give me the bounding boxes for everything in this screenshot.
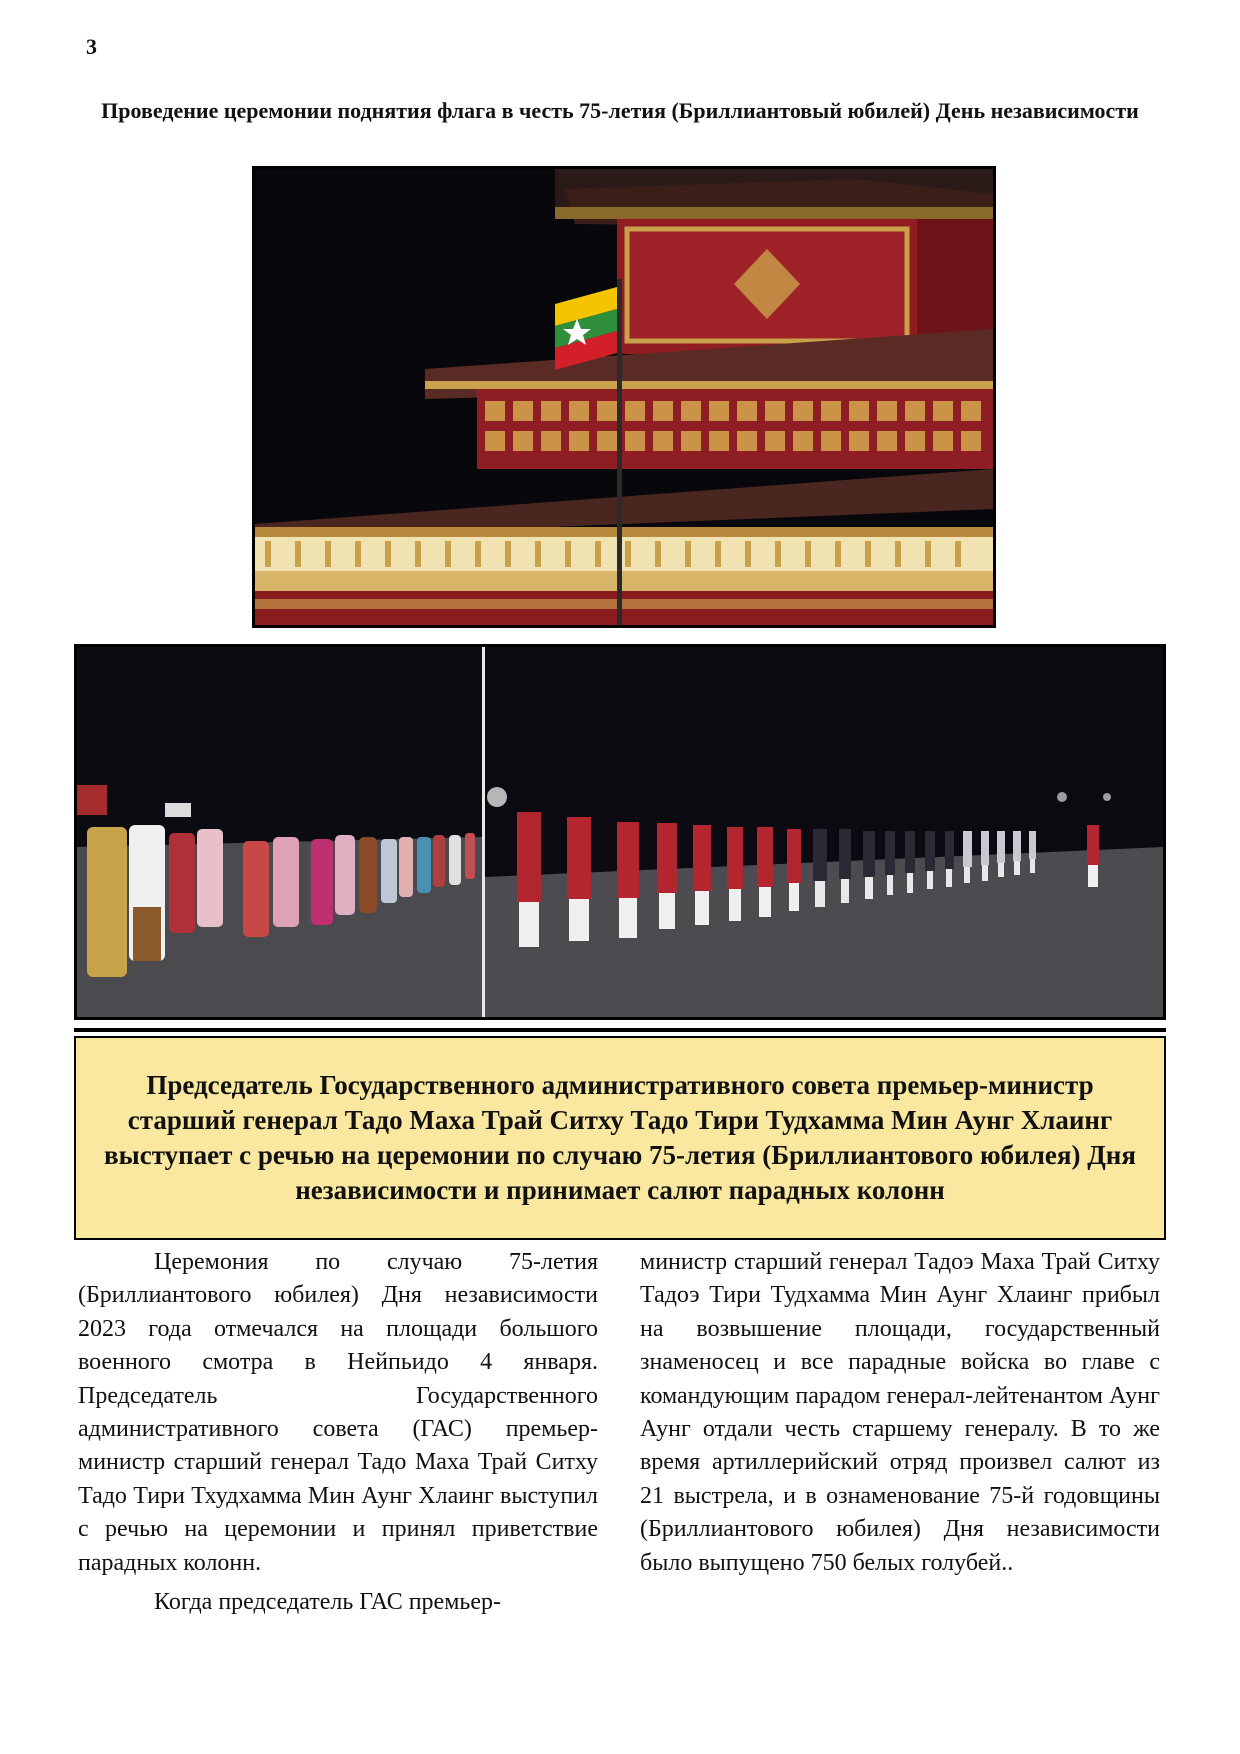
top-heading: Проведение церемонии поднятия флага в честь 75-летия (Бриллиантовый юбилей) День независимости: [101, 98, 1139, 123]
highlight-box-text: Председатель Государственного административного совета премьер-министр старший генерал Тадо Маха Трай Ситху Тадо Тири Тудхамма Мин Аунг Хлаинг выступает с речью на церемонии по случаю 75-летия (Бриллиантового юбилея) Дня независимости и принимает салют парадных колонн: [104, 1070, 1136, 1205]
page-number: 3: [86, 34, 97, 59]
text-column-left: [78, 1246, 598, 1625]
text-column-right: [640, 1246, 1160, 1586]
photo-parade-row: [74, 644, 1166, 1020]
paragraph: министр старший генерал Тадоэ Маха Трай Ситху Тадоэ Тири Тудхамма Мин Аунг Хлаинг прибыл на возвышение площади, государственный знаменосец и все парадные войска во главе с командующим парадом генерал-лейтенантом Аунг Аунг отдали честь старшему генералу. В то же время артиллерийский отряд произвел салют из 21 выстрела, и в ознаменование 75-й годовщины (Бриллиантового юбилея) Дня независимости было выпущено 750 белых голубей..: [640, 1249, 1160, 1576]
photo-flag-pavilion: [252, 166, 996, 628]
paragraph: Когда председатель ГАС премьер-: [154, 1589, 501, 1616]
paragraph: Церемония по случаю 75-летия (Бриллиантового юбилея) Дня независимости 2023 года отмечался на площади большого военного смотра в Нейпьидо 4 января. Председатель Государственного административного совета (ГАС) премьер-министр старший генерал Тадо Маха Трай Ситху Тадо Тири Тхудхамма Мин Аунг Хлаинг выступил с речью на церемонии и принял приветствие парадных колонн.: [78, 1249, 598, 1576]
highlight-box: [74, 1036, 1166, 1240]
section-divider: [74, 1028, 1166, 1032]
